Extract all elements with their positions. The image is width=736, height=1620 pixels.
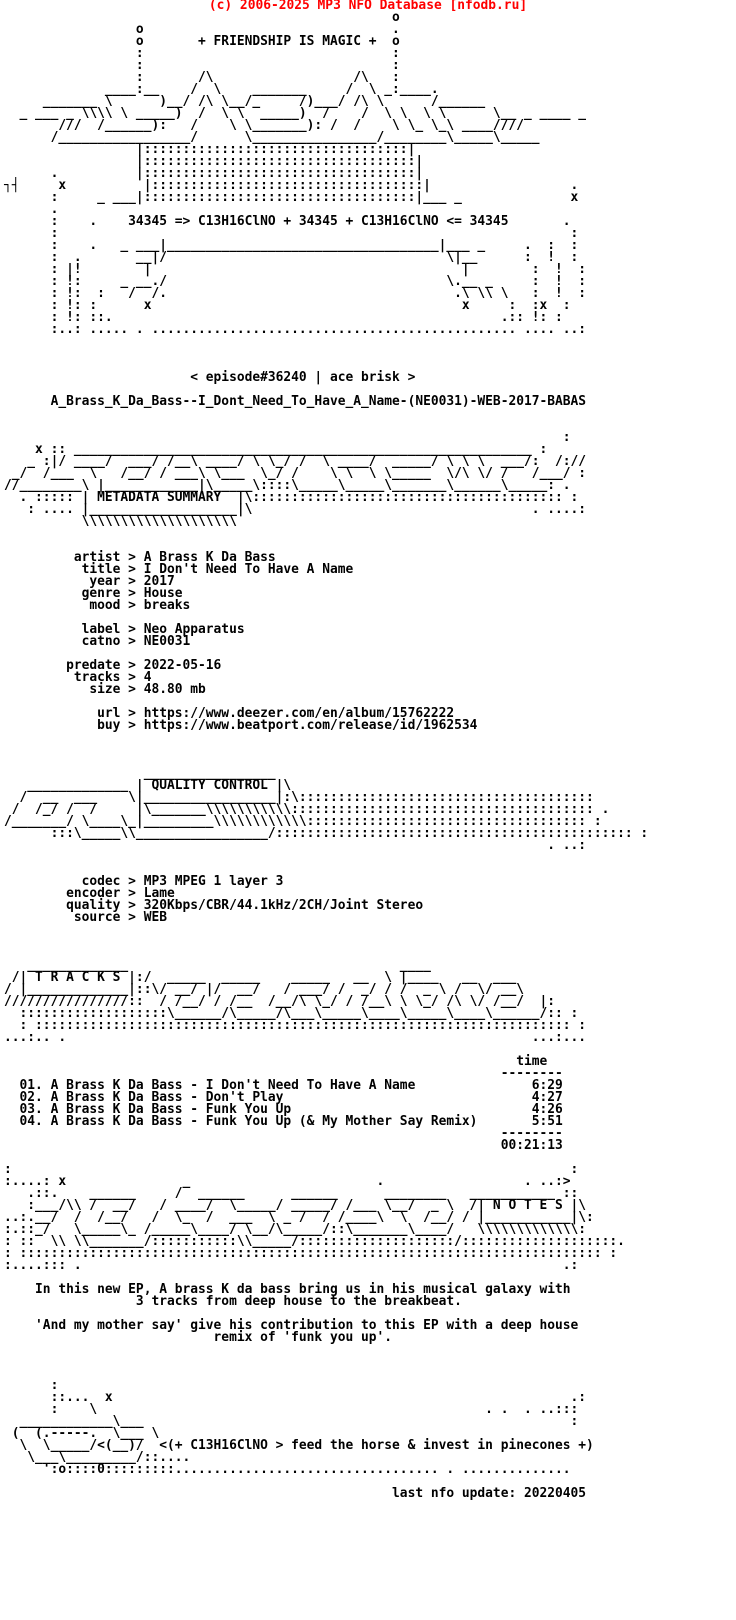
site-header: (c) 2006-2025 MP3 NFO Database [nfodb.ru] [208,0,528,13]
nfo-text: o o . o + FRIENDSHIP IS MAGIC + o : : : : : /\ /\ : ____:__ / \ _______ / \ _:____. _______ \ )__/ /\ \__/_ /)___/ /\ \ /______ _ ___ _ \\\\ \ _____) / \ \ _____) / / \ \ \ \ \__ _ ____ _ /// /______): / \ \_______): / / \ \_ \_\ ____//// /_________________/ \________________/________\_____\_____ |::::::::::::::::::::::::::::::::::| |:::::::::::::::::::::::::::::::::::| . |:::::::::::::::::::::::::::::::::::| ┐┤ x |:::::::::::::::::::::::::::::::::::| . : _ ___|:::::::::::::::::::::::::::::::::::|___ _ x . : . 34345 => C13H16ClNO + 34345 + C13H16ClNO <= 34345 . : : : . _ ___|___________________________________|___ _ . : : : . __|/ \|__ : ! : : |! | | : ! : : !: _ __./ \.__ _ : ! : : !: : / /. .\ \\ \ : ! : : !: : x x : :x : : !: ::. .:: !: : :..: ..... . ............................................... .... ..: < episode#36240 | ace brisk > A_Brass_K_Da_Bass--I_Dont_Need_To_Have_A_Name-(NE0031)-WEB-2017-BABAS : x :: ___________________________________________________________ : _ :|/ ____/ ___/ /__\ ____/ \ \_/ / \ ____/ _____/ \ \ \ ___/: /:// _/ /___ \ /__/ / ___\ \___ \_/ / \ \ \ \_____ \/\ \/ / /___/ : //________\ |____________|\_____\::::\_____\_____\_______\______\_____: . . ::::: | METADATA SUMMARY |\:::::::::::::::::::::::::::::::::::::::: : : .... |___________________|\ . ....: \\\\\\\\\\\\\\\\\\\\ artist > A Brass K Da Bass title > I Don't Need To Have A Name year > 2017 genre > House mood > breaks label > Neo Apparatus catno > NE0031 predate > 2022-05-16 tracks > 4 size > 48.80 mb url > https://www.deezer.com/en/album/15762222 buy > https://www.beatport.com/release/id/1962534 _________________ _____________ | QUALITY CONTROL |\ / __ ___ \|_________________|:\:::::::::::::::::::::::::::::::::::::: / /_/ / / |\_______\\\\\\\\\\\::::::::::::::::::::::::::::::::::::::: . /_______/ \____\_|_________\\\\\\\\\\\\:::::::::::::::::::::::::::::::::::: : :::\_____\\_________________/:::::::::::::::::::::::::::::::::::::::::::::: : . ..: codec > MP3 MPEG 1 layer 3 encoder > Lame quality > 320Kbps/CBR/44.1kHz/2CH/Joint Stereo source > WEB _____________ ____ /| T R A C K S |:/ _____ _____ _____ __ \ |____ __ ___ / |_____________|::\/ __/ |/ __/ / ___/ / _/ / / _ \ / \/ __\ ////////////////:: / /__/ / /__ /__/\ \_/ / /__\ \ \_/ /\ \/ /__/ |: :::::::::::::::::::\______/\_____/\___\_____\____\_____\____\______/:: : : ::::::::::::::::::::::::::::::::::::::::::::::::::::::::::::::::::::: : ...:.. . ...:... time -------- 01. A Brass K Da Bass - I Don't Need To Have A Name 6:29 02. A Brass K Da Bass - Don't Play 4:27 03. A Brass K Da Bass - Funk You Up 4:26 04. A Brass K Da Bass - Funk You Up (& My Mother Say Remix) 5:51 -------- 00:21:13 : : :....: x _ . . ..:> .::. ______ / ______ ______ ________ ___________ :: :___/\\ / __/ / ____/ \_____/ _____/ /___ \__/ _ \ /| N O T E S |\ ..:.__/ / /__/ / \_ / ___ \ _ / / /____\ \ /__/ / |___________|\: :.::_/ \_____\_ /_____\____/ \__/\_____/::\_______\____/ \\\\\\\\\\\\\: : :: \\ \\_______/:::::::::::\\_____/::::::::::::::::::::/::::::::::::::::::::. : ::::::::::::::::::::::::::::::::::::::::::::::::::::::::::::::::::::::::::: : :....::: . .: In this new EP, A brass K da bass bring us in his musical galaxy with 3 tracks from deep house to the breakbeat. 'And my mother say' give his contribution to this EP with a deep house remix of 'funk you up'. : ::... x .: : \ . . . ..::: ____________\___ : ( (.-----. \___ \ \ \_____/<(__)/ <(+ C13H16ClNO > feed the horse & invest in pinecones +) \___\_________/::.... ':o::::0:::::::::.................................. . .............. last nfo update: 20220405 [4,10,649,1501]
